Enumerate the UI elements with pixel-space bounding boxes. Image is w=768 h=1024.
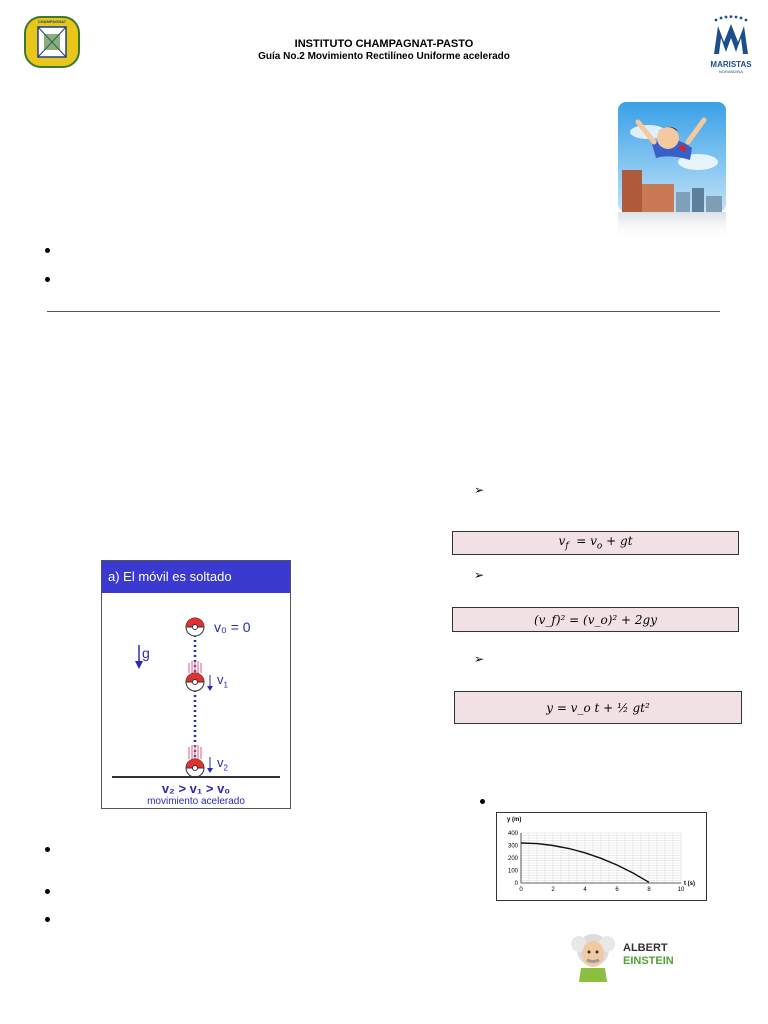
page-title: INSTITUTO CHAMPAGNAT-PASTO <box>294 38 474 50</box>
arrow-bullet-icon: ➢ <box>474 568 485 582</box>
maristas-logo <box>700 12 762 74</box>
figure-caption: movimiento acelerado <box>147 796 245 807</box>
list-bullet <box>45 277 50 282</box>
y-axis-label: y (m) <box>507 817 522 823</box>
y-tick-label: 400 <box>507 831 518 837</box>
y-tick-label: 300 <box>507 843 518 850</box>
list-bullet <box>480 799 485 804</box>
page-subtitle: Guía No.2 Movimiento Rectilíneo Uniforme acelerado <box>258 51 510 62</box>
list-bullet <box>45 248 50 253</box>
v1-label: $v_1$ <box>217 672 228 690</box>
x-tick-label: 4 <box>583 887 587 893</box>
y-tick-label: 0 <box>514 881 518 887</box>
list-bullet <box>45 889 50 894</box>
formula-displacement: y = v_o t + ½ gt² <box>454 691 742 724</box>
x-tick-label: 6 <box>615 887 619 893</box>
v0-label: v₀ = 0 <box>214 619 251 635</box>
y-tick-label: 100 <box>507 868 518 875</box>
g-label: g <box>142 645 150 661</box>
left-school-logo <box>22 12 82 72</box>
maristas-logo-subtext: NORANDINA <box>718 69 743 74</box>
v2-label: $v_2$ <box>217 755 228 773</box>
section-divider <box>47 311 720 312</box>
figure-heading: a) El móvil es soltado <box>102 561 290 593</box>
einstein-name-last: EINSTEIN <box>623 955 674 967</box>
left-logo-text: CHAMPAGNAT <box>37 19 67 24</box>
position-time-chart <box>497 813 706 900</box>
list-bullet <box>45 917 50 922</box>
formula-final-velocity-text: $v_f = v_o$ + gt <box>558 534 633 552</box>
formula-velocity-squared: (v_f)² = (v_o)² + 2gy <box>452 607 739 632</box>
arrow-bullet-icon: ➢ <box>474 652 485 666</box>
velocity-relation: v₂ > v₁ > v₀ <box>161 781 231 796</box>
x-tick-label: 2 <box>551 887 555 893</box>
einstein-name-first: ALBERT <box>623 942 668 954</box>
list-bullet <box>45 847 50 852</box>
arrow-bullet-icon: ➢ <box>474 483 485 497</box>
maristas-logo-text: MARISTAS <box>710 60 752 69</box>
x-tick-label: 10 <box>677 887 685 893</box>
position-time-graph <box>496 812 707 901</box>
x-axis-label: t (s) <box>684 881 695 887</box>
formula-final-velocity <box>452 531 739 555</box>
albert-einstein-illustration <box>565 928 675 982</box>
x-tick-label: 0 <box>519 887 523 893</box>
free-fall-figure <box>101 560 291 809</box>
y-tick-label: 200 <box>507 856 518 862</box>
falling-man-illustration <box>618 102 726 242</box>
x-tick-label: 8 <box>647 887 651 893</box>
